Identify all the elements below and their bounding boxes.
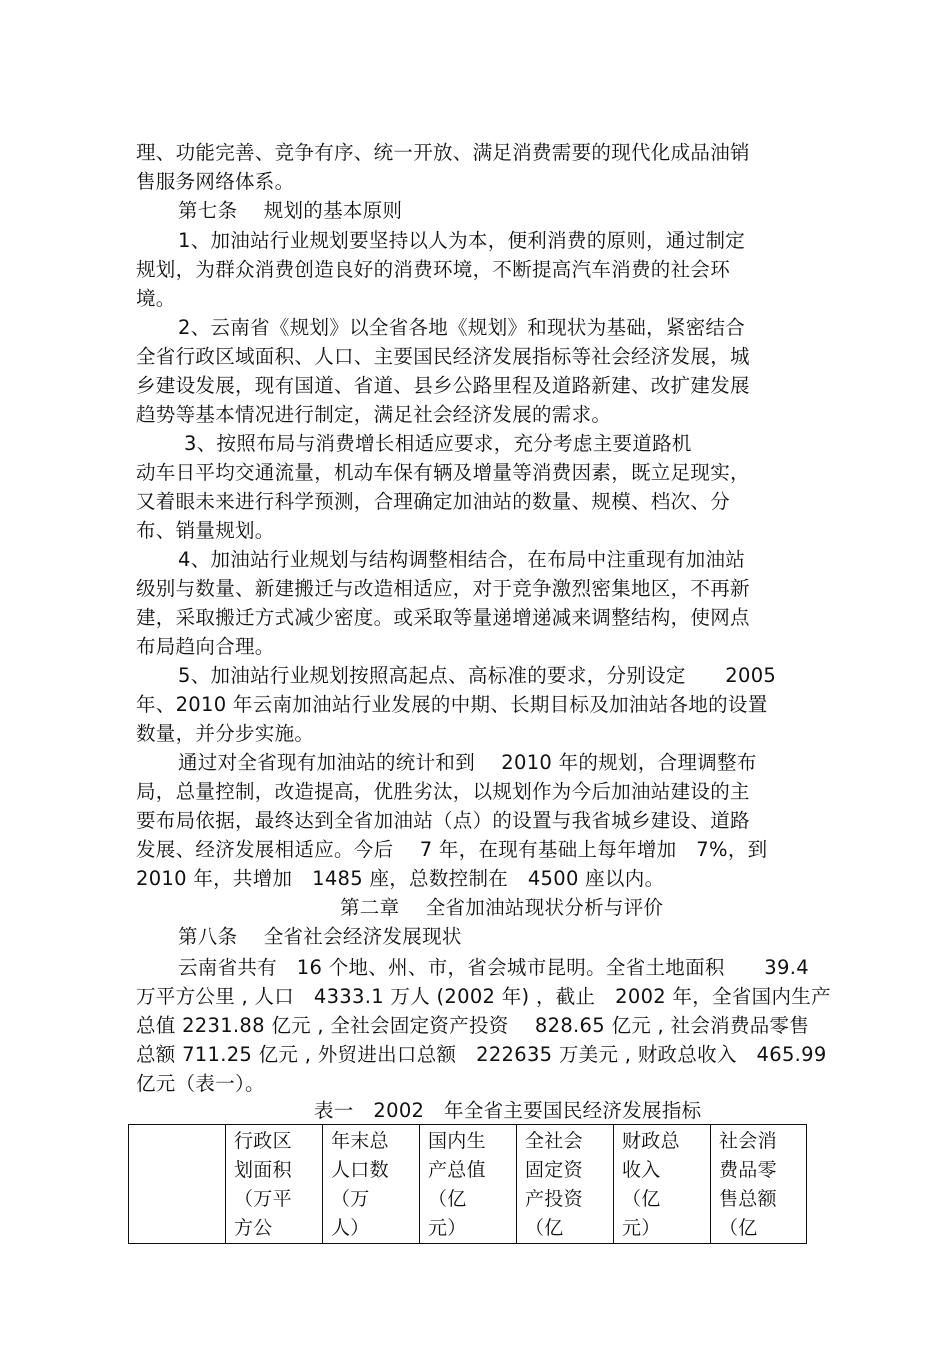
paragraph-line: 发展、经济发展相适应。今后 7 年，在现有基础上每年增加 7%，到 xyxy=(136,838,768,861)
paragraph-line: 1、加油站行业规划要坚持以人为本，便利消费的原则，通过制定 xyxy=(178,229,746,252)
paragraph-line: 又着眼未来进行科学预测，合理确定加油站的数量、规模、档次、分 xyxy=(136,490,731,513)
paragraph-line: 2010 年，共增加 1485 座，总数控制在 4500 座以内。 xyxy=(136,867,665,890)
paragraph-line: 3、按照布局与消费增长相适应要求，充分考虑主要道路机 xyxy=(184,432,692,455)
table-header-cell: 国内生 产总值 （亿 元） xyxy=(420,1125,517,1244)
paragraph-line: 数量，并分步实施。 xyxy=(136,722,315,745)
paragraph-line: 级别与数量、新建搬迁与改造相适应，对于竞争激烈密集地区，不再新 xyxy=(136,577,750,600)
paragraph-line: 趋势等基本情况进行制定，满足社会经济发展的需求。 xyxy=(136,403,612,426)
paragraph-line: 全省行政区域面积、人口、主要国民经济发展指标等社会经济发展，城 xyxy=(136,345,750,368)
paragraph-line: 总额 711.25 亿元 , 外贸进出口总额 222635 万美元 , 财政总收入 465.99 xyxy=(136,1043,827,1066)
section-heading: 第七条 规划的基本原则 xyxy=(178,199,403,222)
table-header-cell: 全社会 固定资 产投资 （亿 xyxy=(517,1125,614,1244)
paragraph-line: 云南省共有 16 个地、州、市，省会城市昆明。全省土地面积 39.4 xyxy=(178,956,809,979)
paragraph-line: 布、销量规划。 xyxy=(136,519,275,542)
paragraph-line: 万平方公里 , 人口 4333.1 万人 (2002 年) ，截止 2002 年，全省国内生产 xyxy=(136,985,831,1008)
table-header-row xyxy=(129,1125,807,1244)
paragraph-line: 总值 2231.88 亿元 , 全社会固定资产投资 828.65 亿元 , 社会消费品零售 xyxy=(136,1014,810,1037)
table-header-cell: 年末总 人口数 （万 人） xyxy=(323,1125,420,1244)
paragraph-line: 境。 xyxy=(136,287,176,310)
paragraph-line: 乡建设发展，现有国道、省道、县乡公路里程及道路新建、改扩建发展 xyxy=(136,374,750,397)
table-header-cell: 行政区 划面积 （万平 方公 xyxy=(226,1125,323,1244)
table-header-cell: 财政总 收入 （亿 元） xyxy=(614,1125,711,1244)
paragraph-line: 要布局依据，最终达到全省加油站（点）的设置与我省城乡建设、道路 xyxy=(136,809,750,832)
paragraph-line: 4、加油站行业规划与结构调整相结合，在布局中注重现有加油站 xyxy=(178,548,746,571)
paragraph-line: 建，采取搬迁方式减少密度。或采取等量递增递减来调整结构，使网点 xyxy=(136,606,750,629)
paragraph-line: 规划，为群众消费创造良好的消费环境，不断提高汽车消费的社会环 xyxy=(136,258,731,281)
paragraph-line: 通过对全省现有加油站的统计和到 2010 年的规划，合理调整布 xyxy=(178,751,757,774)
table-caption: 表一 2002 年全省主要国民经济发展指标 xyxy=(314,1099,702,1122)
paragraph-line: 布局趋向合理。 xyxy=(136,635,275,658)
paragraph-line: 局，总量控制，改造提高，优胜劣汰，以规划作为今后加油站建设的主 xyxy=(136,780,750,803)
paragraph-line: 5、加油站行业规划按照高起点、高标准的要求，分别设定 2005 xyxy=(178,664,777,687)
paragraph-line: 2、云南省《规划》以全省各地《规划》和现状为基础，紧密结合 xyxy=(178,316,746,339)
section-heading: 第八条 全省社会经济发展现状 xyxy=(178,925,462,948)
paragraph-line: 亿元（表一）。 xyxy=(136,1072,265,1095)
table-header-cell: 社会消 费品零 售总额 （亿 xyxy=(711,1125,807,1244)
paragraph-line: 动车日平均交通流量，机动车保有辆及增量等消费因素，既立足现实， xyxy=(136,461,750,484)
paragraph-line: 理、功能完善、竞争有序、统一开放、满足消费需要的现代化成品油销 xyxy=(136,141,750,164)
paragraph-line: 年、2010 年云南加油站行业发展的中期、长期目标及加油站各地的设置 xyxy=(136,693,768,716)
table-header-cell xyxy=(129,1125,226,1244)
chapter-heading: 第二章 全省加油站现状分析与评价 xyxy=(340,896,664,919)
paragraph-line: 售服务网络体系。 xyxy=(136,170,295,193)
indicators-table xyxy=(128,1124,807,1244)
